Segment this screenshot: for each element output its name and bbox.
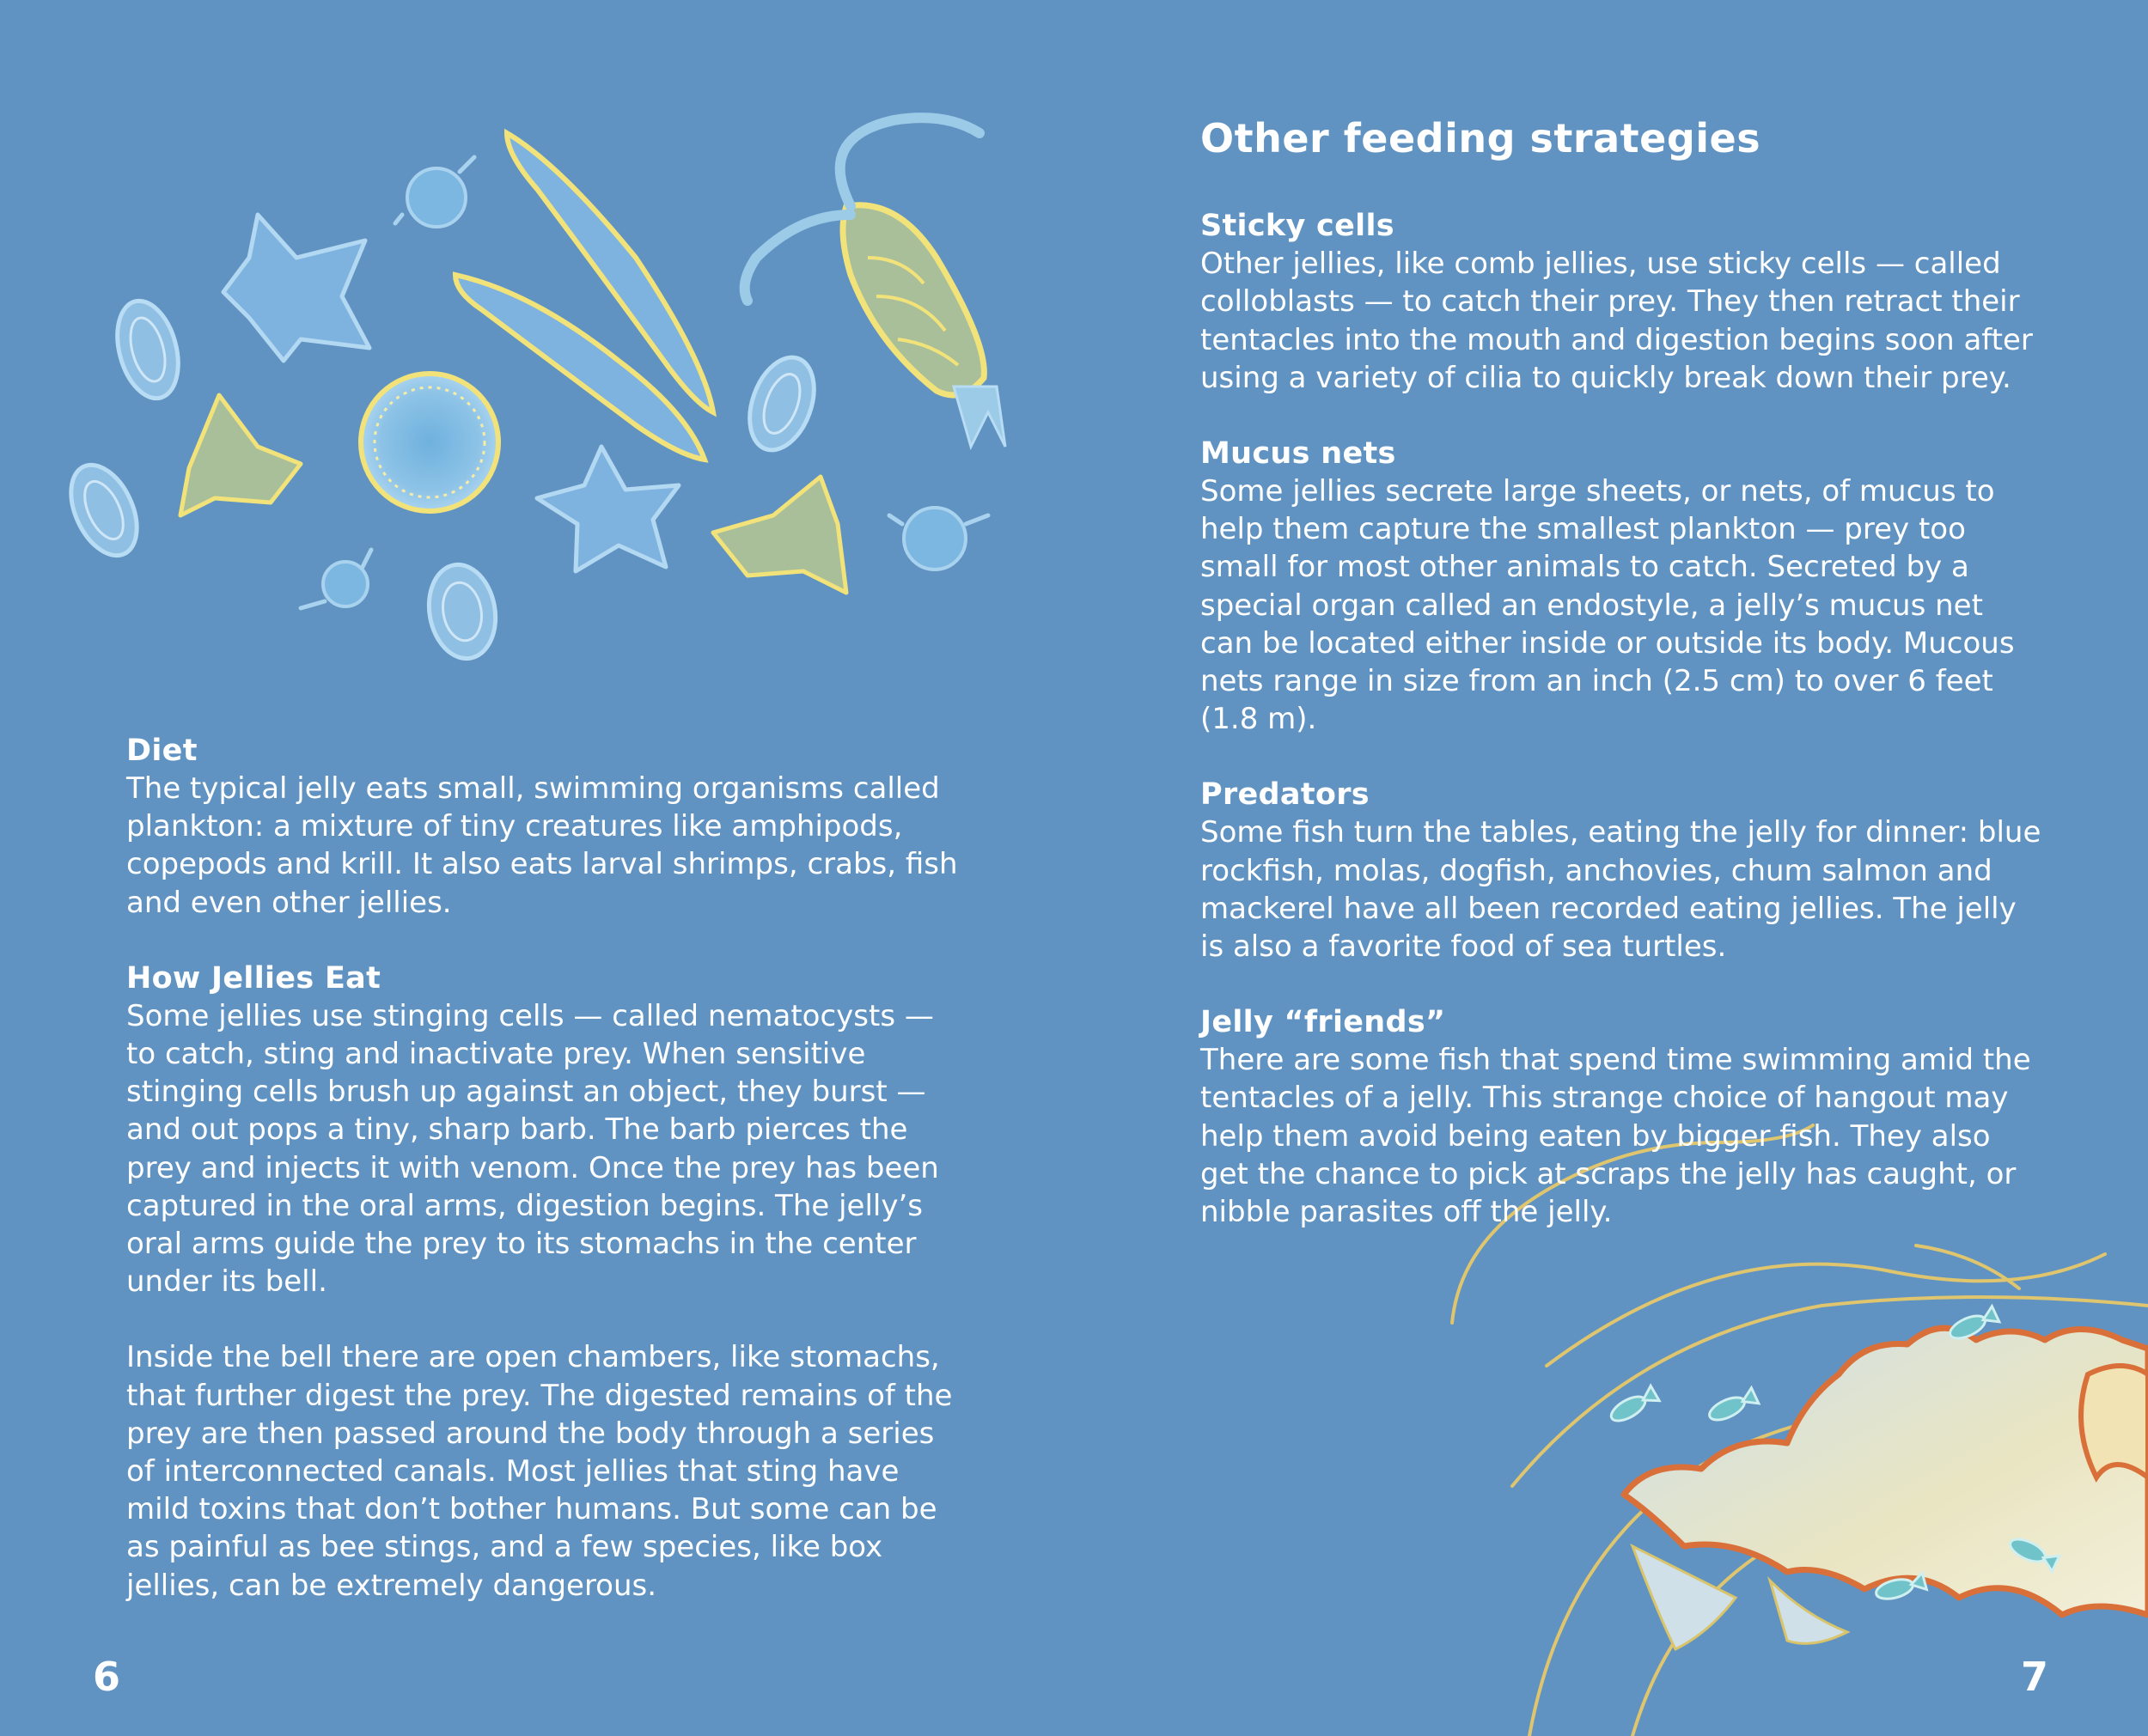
- sticky-cells-section: [1200, 207, 2042, 397]
- jelly-friends-section: [1200, 1003, 2042, 1231]
- predators-section: [1200, 776, 2042, 965]
- jelly-friends-heading: Jelly “friends”: [1200, 1005, 1446, 1040]
- mucus-nets-paragraph: Some jellies secrete large sheets, or nets, of mucus to help them capture the smallest plankton — prey too small for most other animals to catch. Secreted by a special organ called an endostyle, a jelly’s mucus net can be located either inside or outside its body. Mucous nets range in size from an inch (2.5 cm) to over 6 feet (1.8 m).: [1200, 474, 2015, 737]
- page-number-left: 6: [93, 1654, 121, 1700]
- diet-section: [126, 732, 968, 922]
- how-jellies-eat-paragraph-1: Some jellies use stinging cells — called nematocysts — to catch, sting and inactivate prey. When sensitive stinging cells brush up against an object, they burst — and out pops a tiny, sharp barb. The barb pierces the prey and injects it with venom. Once the prey has been captured in the oral arms, digestion begins. The jelly’s oral arms guide the prey to its stomachs in the center under its bell.: [126, 998, 939, 1300]
- right-page-text: [1200, 115, 2042, 1269]
- predators-paragraph: Some fish turn the tables, eating the jelly for dinner: blue rockfish, molas, dogfish, anchovies, chum salmon and mackerel have all been recorded eating jellies. The jelly is also a favorite food of sea turtles.: [1200, 815, 2041, 965]
- diet-paragraph: The typical jelly eats small, swimming organisms called plankton: a mixture of tiny creatures like amphipods, copepods and krill. It also eats larval shrimps, crabs, fish and even other jellies.: [126, 771, 958, 920]
- page-title: Other feeding strategies: [1200, 115, 1761, 161]
- jelly-friends-paragraph: There are some fish that spend time swimming amid the tentacles of a jelly. This strange choice of hangout may help them avoid being eaten by bigger fish. They also get the chance to pick at scraps the jelly has caught, or nibble parasites off the jelly.: [1200, 1043, 2031, 1230]
- left-page-text: [126, 732, 968, 1642]
- diet-heading: Diet: [126, 734, 198, 768]
- how-jellies-eat-heading: How Jellies Eat: [126, 960, 381, 996]
- how-jellies-eat-paragraph-2: Inside the bell there are open chambers, like stomachs, that further digest the prey. The digested remains of the prey are then passed around the body through a series of interconnected canals. Most jellies that sting have mild toxins that don’t bother humans. But some can be as painful as bee stings, and a few species, like box jellies, can be extremely dangerous.: [126, 1340, 953, 1603]
- page-number-right: 7: [2021, 1654, 2049, 1700]
- sticky-cells-heading: Sticky cells: [1200, 209, 1394, 244]
- how-jellies-eat-section: [126, 959, 968, 1605]
- right-page: [1074, 0, 2148, 1736]
- mucus-nets-heading: Mucus nets: [1200, 436, 1396, 471]
- sticky-cells-paragraph: Other jellies, like comb jellies, use sticky cells — called colloblasts — to catch their prey. They then retract their tentacles into the mouth and digestion begins soon after using a variety of cilia to quickly break down their prey.: [1200, 247, 2033, 395]
- mucus-nets-section: [1200, 435, 2042, 738]
- predators-heading: Predators: [1200, 777, 1370, 813]
